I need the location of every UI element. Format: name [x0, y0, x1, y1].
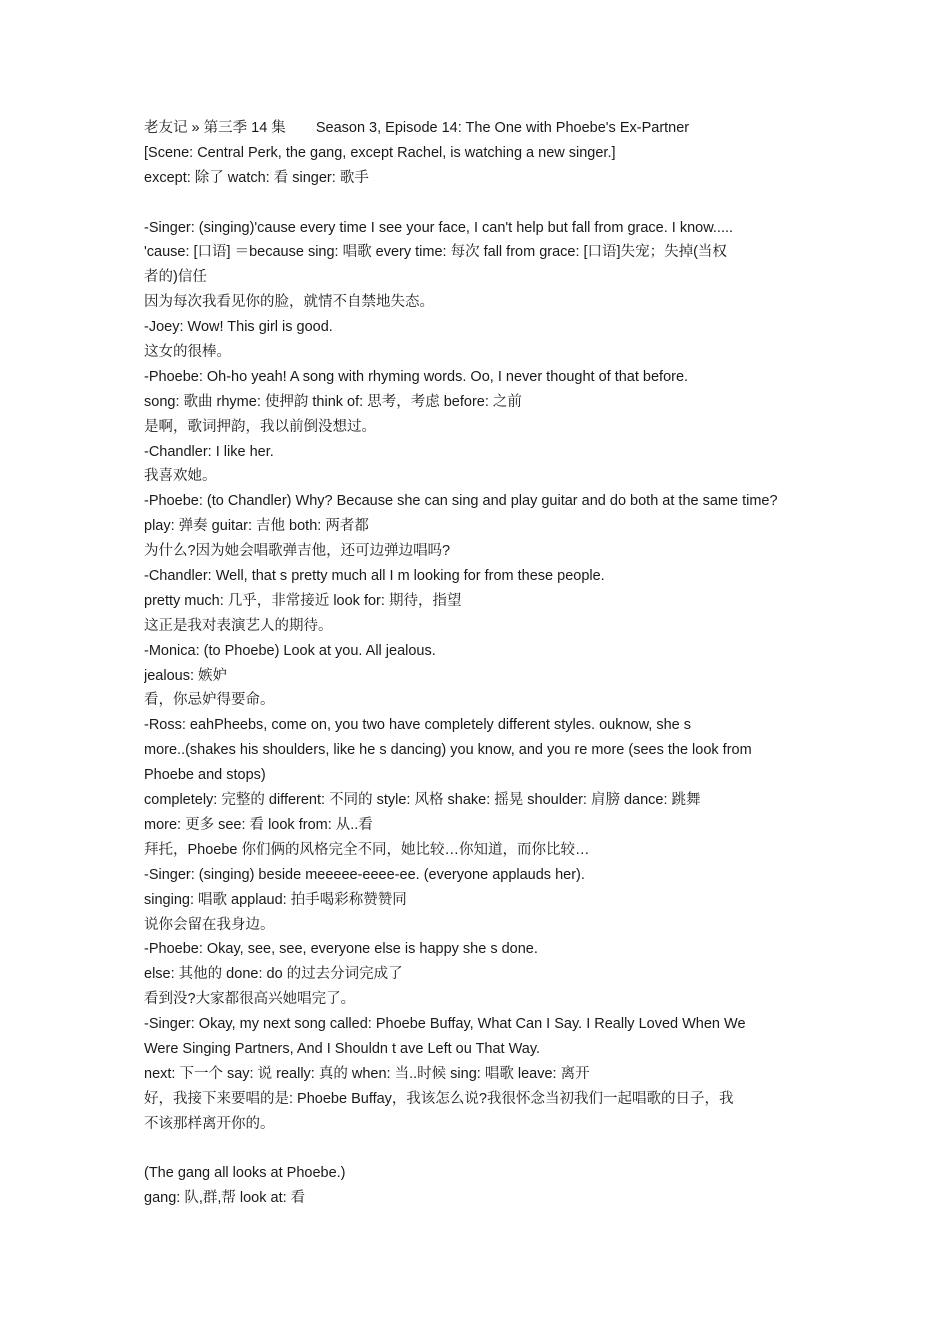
transcript-line: gang: 队,群,帮 look at: 看 [144, 1190, 306, 1207]
transcript-line: Phoebe and stops) [144, 767, 266, 784]
transcript-line: [Scene: Central Perk, the gang, except Rachel, is watching a new singer.] [144, 144, 616, 161]
transcript-line: -Chandler: Well, that s pretty much all I m looking for from these people. [144, 568, 605, 585]
transcript-line: -Ross: eahPheebs, come on, you two have completely different styles. ouknow, she s [144, 717, 691, 734]
transcript-line: play: 弹奏 guitar: 吉他 both: 两者都 [144, 518, 369, 535]
transcript-line: jealous: 嫉妒 [144, 667, 228, 684]
transcript-line: 看，你忌妒得要命。 [144, 692, 275, 709]
transcript-line: 'cause: [口语] ＝because sing: 唱歌 every time: 每次 fall from grace: [口语]失宠；失掉(当权 [144, 244, 727, 261]
transcript-line: 因为每次我看见你的脸，就情不自禁地失态。 [144, 294, 434, 311]
transcript-line: 为什么?因为她会唱歌弹吉他，还可边弹边唱吗? [144, 543, 451, 560]
transcript-line: 这正是我对表演艺人的期待。 [144, 617, 333, 634]
transcript-line: -Chandler: I like her. [144, 443, 274, 460]
blank-line [144, 1137, 834, 1162]
document-page [144, 116, 834, 1211]
transcript-line: 我喜欢她。 [144, 468, 217, 485]
transcript-line: -Monica: (to Phoebe) Look at you. All jealous. [144, 642, 436, 659]
transcript-line: -Singer: Okay, my next song called: Phoebe Buffay, What Can I Say. I Really Loved When We [144, 1016, 746, 1033]
transcript-line: except: 除了 watch: 看 singer: 歌手 [144, 169, 369, 186]
transcript-line: 这女的很棒。 [144, 344, 231, 361]
transcript-line: pretty much: 几乎，非常接近 look for: 期待，指望 [144, 592, 462, 609]
transcript-line: Were Singing Partners, And I Shouldn t ave Left ou That Way. [144, 1040, 541, 1057]
transcript-line: singing: 唱歌 applaud: 拍手喝彩称赞赞同 [144, 891, 407, 908]
transcript-line: more..(shakes his shoulders, like he s dancing) you know, and you re more (sees the look from [144, 742, 752, 759]
transcript-line: more: 更多 see: 看 look from: 从..看 [144, 816, 373, 833]
transcript-line: completely: 完整的 different: 不同的 style: 风格 shake: 摇晃 shoulder: 肩膀 dance: 跳舞 [144, 792, 701, 809]
episode-title: Season 3, Episode 14: The One with Phoebe's Ex-Partner [315, 120, 690, 136]
transcript-line: 不该那样离开你的。 [144, 1115, 275, 1132]
transcript-line: -Phoebe: Oh-ho yeah! A song with rhyming words. Oo, I never thought of that before. [144, 368, 689, 385]
transcript-line: 说你会留在我身边。 [144, 916, 275, 933]
transcript-line: -Joey: Wow! This girl is good. [144, 319, 333, 336]
transcript-line: 是啊，歌词押韵，我以前倒没想过。 [144, 418, 376, 435]
transcript-line: -Singer: (singing) beside meeeee-eeee-ee. (everyone applauds her). [144, 866, 585, 883]
transcript-line: next: 下一个 say: 说 really: 真的 when: 当..时候 sing: 唱歌 leave: 离开 [144, 1065, 590, 1082]
transcript-line: 看到没?大家都很高兴她唱完了。 [144, 991, 356, 1008]
transcript-line: 拜托，Phoebe 你们俩的风格完全不同，她比较…你知道，而你比较… [144, 841, 590, 858]
transcript-line: song: 歌曲 rhyme: 使押韵 think of: 思考，考虑 before: 之前 [144, 393, 522, 410]
transcript-body [144, 141, 834, 1211]
transcript-line: -Phoebe: Okay, see, see, everyone else is happy she s done. [144, 941, 538, 958]
transcript-line: else: 其他的 done: do 的过去分词完成了 [144, 966, 403, 983]
transcript-line: 好，我接下来要唱的是: Phoebe Buffay，我该怎么说?我很怀念当初我们一起唱歌的日子，我 [144, 1090, 734, 1107]
transcript-line: -Phoebe: (to Chandler) Why? Because she can sing and play guitar and do both at the same time? [144, 493, 778, 510]
blank-line [144, 191, 834, 216]
series-title: 老友记 » 第三季 14 集 [144, 120, 286, 136]
header-line [144, 116, 834, 141]
transcript-line: (The gang all looks at Phoebe.) [144, 1165, 346, 1182]
transcript-line: 者的)信任 [144, 269, 207, 286]
transcript-line: -Singer: (singing)'cause every time I see your face, I can't help but fall from grace. I know..... [144, 219, 734, 236]
